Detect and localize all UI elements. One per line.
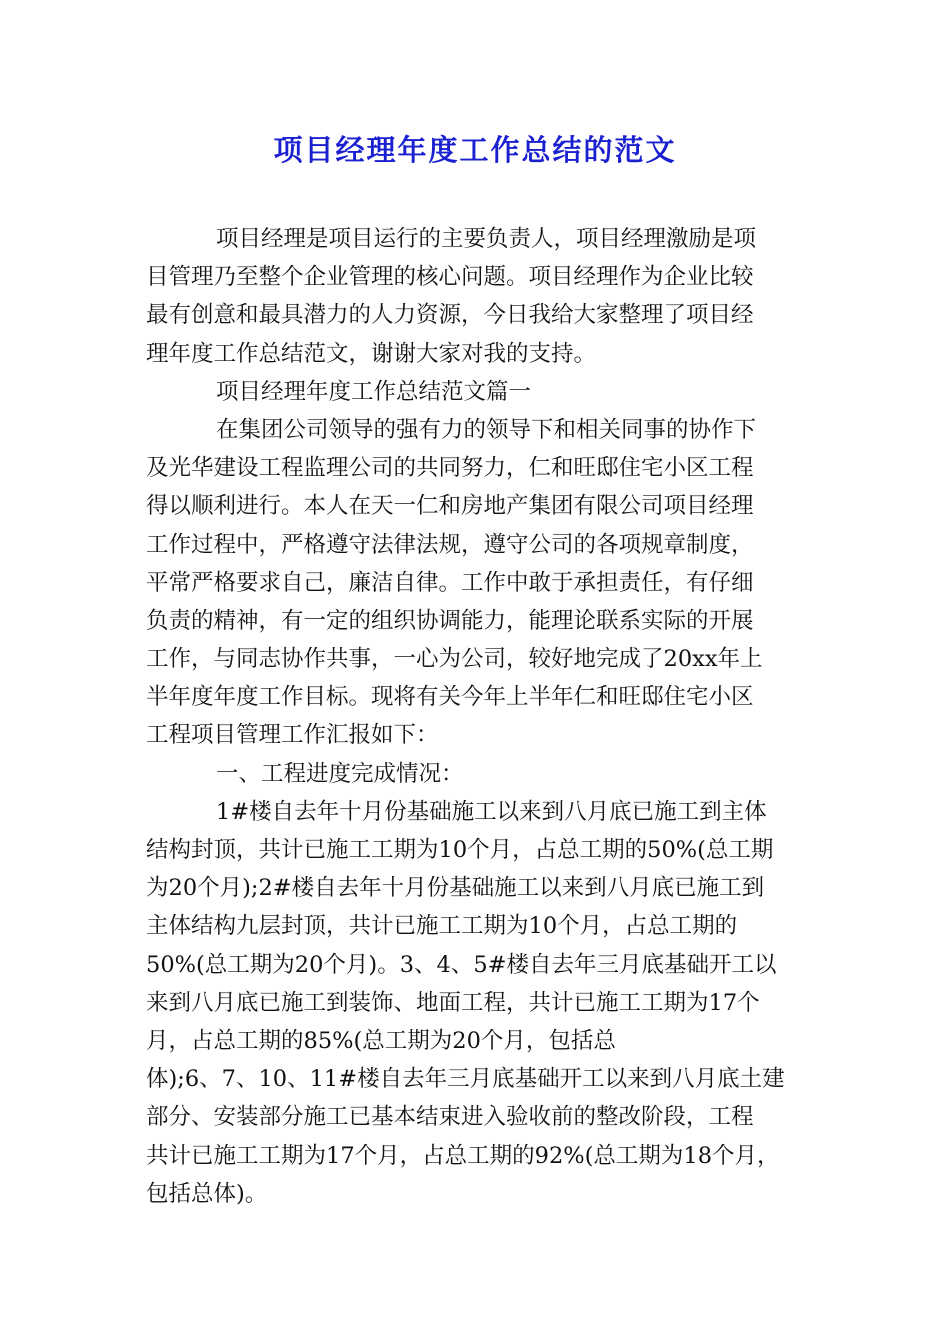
text-line: 工作，与同志协作共事，一心为公司，较好地完成了20xx年上 [146, 646, 763, 673]
text-line: 主体结构九层封顶，共计已施工工期为10个月，占总工期的 [146, 913, 738, 940]
text-line: 负责的精神，有一定的组织协调能力，能理论联系实际的开展 [146, 607, 754, 634]
section-heading [146, 373, 806, 411]
text-line: 工程项目管理工作汇报如下： [146, 722, 439, 749]
text-line: 部分、安装部分施工已基本结束进入验收前的整改阶段，工程 [146, 1104, 754, 1131]
text-line: 理年度工作总结范文，谢谢大家对我的支持。 [146, 340, 597, 367]
text-line: 包括总体)。 [146, 1180, 268, 1207]
paragraph-intro [146, 220, 806, 373]
text-line: 最有创意和最具潜力的人力资源，今日我给大家整理了项目经 [146, 302, 754, 329]
text-line: 项目经理是项目运行的主要负责人，项目经理激励是项 [216, 226, 757, 252]
text-line: 结构封顶，共计已施工工期为10个月，占总工期的50%(总工期 [146, 837, 774, 863]
paragraph-progress [146, 793, 806, 1213]
text-line: 体);6、7、10、11#楼自去年三月底基础开工以来到八月底土建 [146, 1066, 785, 1093]
document-title: 项目经理年度工作总结的范文 [273, 133, 677, 167]
paragraph-summary [146, 411, 806, 755]
text-line: 共计已施工工期为17个月，占总工期的92%(总工期为18个月， [146, 1142, 780, 1169]
text-line: 50%(总工期为20个月)。3、4、5#楼自去年三月底基础开工以 [146, 951, 777, 978]
subsection-heading [146, 755, 806, 793]
text-line: 一、工程进度完成情况： [216, 760, 464, 787]
text-line: 及光华建设工程监理公司的共同努力，仁和旺邸住宅小区工程 [146, 455, 754, 482]
text-line: 目管理乃至整个企业管理的核心问题。项目经理作为企业比较 [146, 264, 754, 291]
text-line: 为20个月);2#楼自去年十月份基础施工以来到八月底已施工到 [146, 875, 765, 902]
text-line: 1#楼自去年十月份基础施工以来到八月底已施工到主体 [216, 798, 767, 825]
text-line: 工作过程中，严格遵守法律法规，遵守公司的各项规章制度， [146, 531, 754, 558]
text-line: 在集团公司领导的强有力的领导下和相关同事的协作下 [216, 416, 757, 443]
text-line: 月，占总工期的85%(总工期为20个月，包括总 [146, 1027, 616, 1054]
text-line: 半年度年度工作目标。现将有关今年上半年仁和旺邸住宅小区 [146, 684, 754, 711]
text-line: 平常严格要求自己，廉洁自律。工作中敢于承担责任，有仔细 [146, 569, 754, 596]
document-body [146, 220, 806, 1213]
text-line: 得以顺利进行。本人在天一仁和房地产集团有限公司项目经理 [146, 493, 754, 520]
text-line: 来到八月底已施工到装饰、地面工程，共计已施工工期为17个 [146, 989, 760, 1016]
text-line: 项目经理年度工作总结范文篇一 [216, 378, 532, 405]
